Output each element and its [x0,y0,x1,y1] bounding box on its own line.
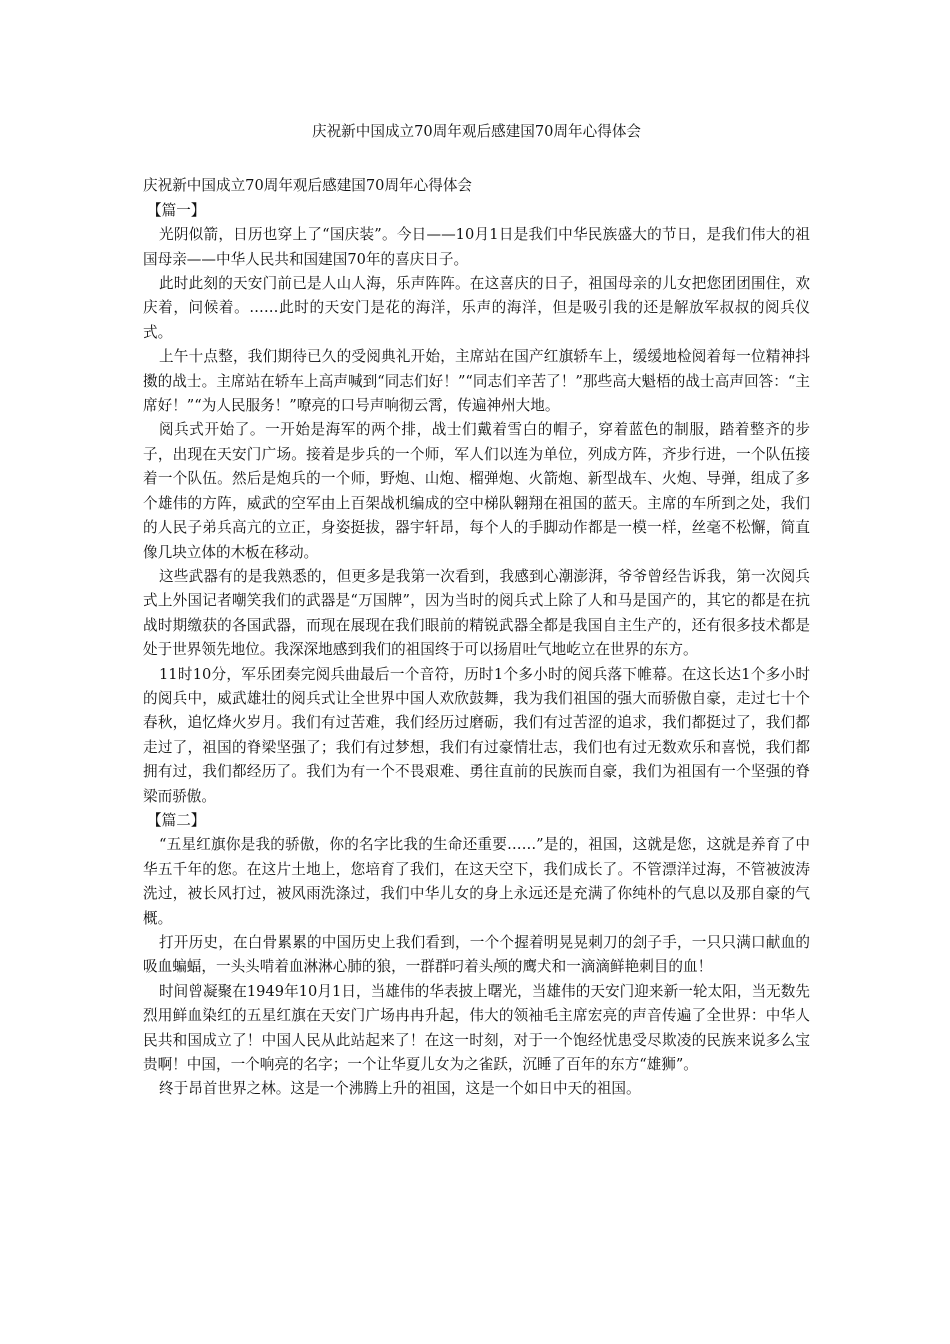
paragraph: 上午十点整，我们期待已久的受阅典礼开始，主席站在国产红旗轿车上，缓缓地检阅着每一位精神抖擞的战士。主席站在轿车上高声喊到“同志们好！”“同志们辛苦了！”那些高大魁梧的战士高声回答：“主席好！”“为人民服务！”嘹亮的口号声响彻云霄，传遍神州大地。 [143,348,810,415]
section-heading: 【篇二】 [147,811,206,829]
document-subtitle: 庆祝新中国成立70周年观后感建国70周年心得体会 [143,177,473,195]
paragraph: 光阴似箭，日历也穿上了“国庆装”。今日——10月1日是我们中华民族盛大的节日，是我们伟大的祖国母亲——中华人民共和国建国70年的喜庆日子。 [143,226,810,268]
document-title: 庆祝新中国成立70周年观后感建国70周年心得体会 [311,123,642,140]
section-2 [143,809,810,1102]
paragraph: 阅兵式开始了。一开始是海军的两个排，战士们戴着雪白的帽子，穿着蓝色的制服，踏着整齐的步子，出现在天安门广场。接着是步兵的一个师，军人们以连为单位，列成方阵，齐步行进，一个队伍接着一个队伍。然后是炮兵的一个师，野炮、山炮、榴弹炮、火箭炮、新型战车、火炮、导弹，组成了多个雄伟的方阵，威武的空军由上百架战机编成的空中梯队翱翔在祖国的蓝天。主席的车所到之处，我们的人民子弟兵高亢的立正，身姿挺拔，器宇轩昂，每个人的手脚动作都是一模一样，丝毫不松懈，简直像几块立体的木板在移动。 [143,421,810,561]
section-heading: 【篇一】 [147,201,206,219]
paragraph: 终于昂首世界之林。这是一个沸腾上升的祖国，这是一个如日中天的祖国。 [159,1080,641,1098]
paragraph: 此时此刻的天安门前已是人山人海，乐声阵阵。在这喜庆的日子，祖国母亲的儿女把您团团围住，欢庆着，问候着。……此时的天安门是花的海洋，乐声的海洋，但是吸引我的还是解放军叔叔的阅兵仪式。 [143,275,810,341]
paragraph: 时间曾凝聚在1949年10月1日，当雄伟的华表披上曙光，当雄伟的天安门迎来新一轮太阳，当无数先烈用鲜血染红的五星红旗在天安门广场冉冉升起，伟大的领袖毛主席宏亮的声音传遍了全世界：中华人民共和国成立了！中国人民从此站起来了！在这一时刻，对于一个饱经忧患受尽欺凌的民族来说多么宝贵啊！中国，一个响亮的名字；一个让华夏儿女为之雀跃，沉睡了百年的东方“雄狮”。 [143,982,810,1074]
paragraph: “五星红旗你是我的骄傲，你的名字比我的生命还重要……”是的，祖国，这就是您，这就是养育了中华五千年的您。在这片土地上，您培育了我们，在这天空下，我们成长了。不管漂洋过海，不管被波涛洗过，被长风打过，被风雨洗涤过，我们中华儿女的身上永远还是充满了你纯朴的气息以及那自豪的气概。 [143,836,810,927]
paragraph: 11时10分，军乐团奏完阅兵曲最后一个音符，历时1个多小时的阅兵落下帷幕。在这长达1个多小时的阅兵中，威武雄壮的阅兵式让全世界中国人欢欣鼓舞，我为我们祖国的强大而骄傲自豪，走过七十个春秋，追忆烽火岁月。我们有过苦难，我们经历过磨砺，我们有过苦涩的追求，我们都挺过了，我们都走过了，祖国的脊梁坚强了；我们有过梦想，我们有过豪情壮志，我们也有过无数欢乐和喜悦，我们都拥有过，我们都经历了。我们为有一个不畏艰难、勇往直前的民族而自豪，我们为祖国有一个坚强的脊梁而骄傲。 [143,665,810,805]
paragraph: 这些武器有的是我熟悉的，但更多是我第一次看到，我感到心潮澎湃，爷爷曾经告诉我，第一次阅兵式上外国记者嘲笑我们的武器是“万国牌”，因为当时的阅兵式上除了人和马是国产的，其它的都是在抗战时期缴获的各国武器，而现在展现在我们眼前的精锐武器全都是我国自主生产的，还有很多技术都是处于世界领先地位。我深深地感到我们的祖国终于可以扬眉吐气地屹立在世界的东方。 [143,567,810,659]
paragraph: 打开历史，在白骨累累的中国历史上我们看到，一个个握着明晃晃刺刀的刽子手，一只只满口献血的吸血蝙蝠，一头头啃着血淋淋心肺的狼，一群群叼着头颅的鹰犬和一滴滴鲜艳刺目的血！ [143,934,810,976]
section-1 [143,199,810,809]
